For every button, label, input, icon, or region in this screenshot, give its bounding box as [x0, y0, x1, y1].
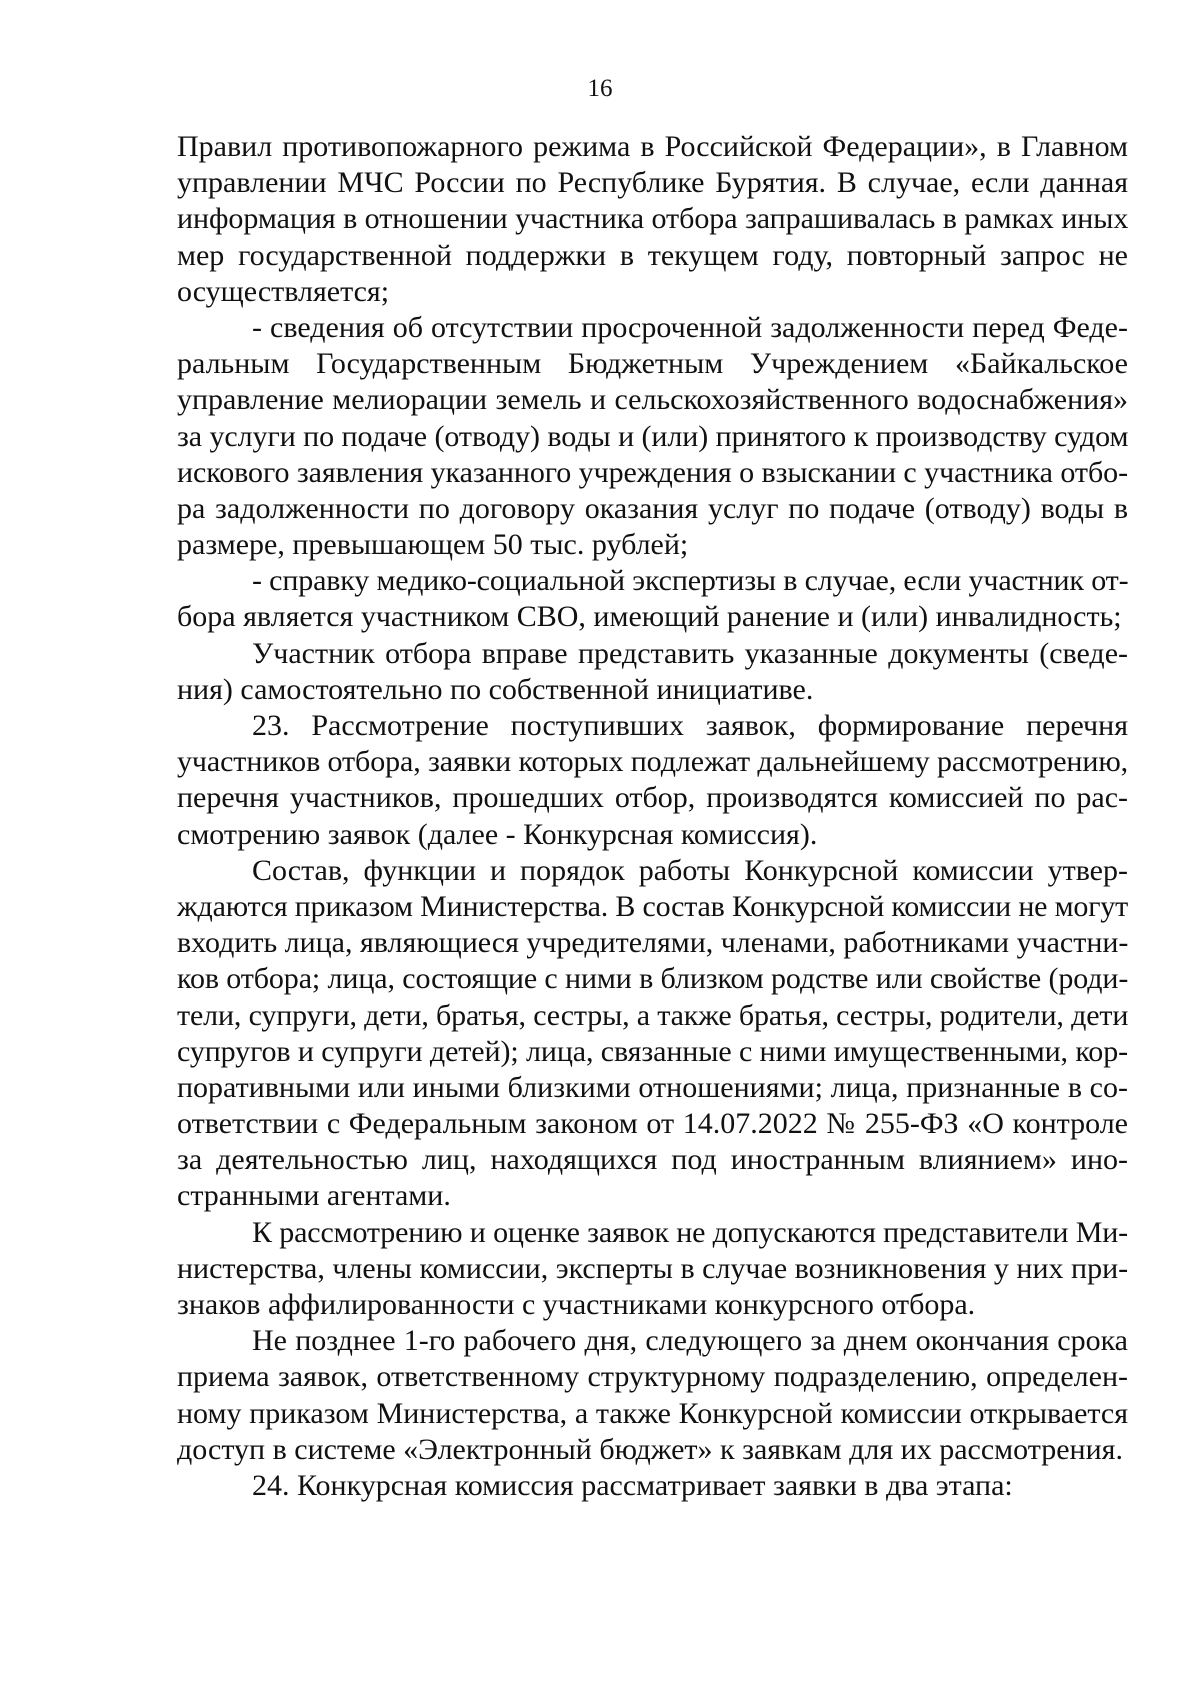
text-line: ному приказом Министерства, а также Конкурсной комиссии открывается: [177, 1396, 1128, 1430]
text-line: мер государственной поддержки в текущем году, повторный запрос не: [177, 238, 1128, 272]
text-line: ков отбора; лица, состоящие с ними в близком родстве или свойстве (роди-: [177, 962, 1129, 996]
text-line: супругов и супруги детей); лица, связанные с ними имущественными, кор-: [177, 1034, 1128, 1068]
text-line: размере, превышающем 50 тыс. рублей;: [177, 528, 689, 562]
text-line: поративными или иными близкими отношениями; лица, признанные в со-: [177, 1070, 1128, 1104]
text-line: ральным Государственным Бюджетным Учреждением «Байкальское: [177, 347, 1128, 381]
text-line: искового заявления указанного учреждения о взыскании с участника отбо-: [177, 455, 1128, 489]
text-line: бора является участником СВО, имеющий ранение и (или) инвалидность;: [177, 600, 1122, 634]
text-line: - справку медико-социальной экспертизы в случае, если участник от-: [252, 564, 1129, 598]
paragraph: [177, 1468, 1128, 1504]
text-line: ра задолженности по договору оказания услуг по подаче (отводу) воды в: [177, 491, 1128, 525]
paragraph: [177, 563, 1128, 635]
text-line: за услуги по подаче (отводу) воды и (или) принятого к производству судом: [177, 419, 1129, 453]
text-line: 23. Рассмотрение поступивших заявок, формирование перечня: [252, 709, 1128, 742]
text-line: Не позднее 1-го рабочего дня, следующего за днем окончания срока: [252, 1324, 1128, 1358]
text-line: тели, супруги, дети, братья, сестры, а также братья, сестры, родители, дети: [177, 998, 1129, 1032]
text-line: входить лица, являющиеся учредителями, членами, работниками участни-: [177, 926, 1129, 960]
text-line: приема заявок, ответственному структурному подразделению, определен-: [177, 1360, 1128, 1394]
text-line: информация в отношении участника отбора запрашивалась в рамках иных: [177, 202, 1129, 236]
text-line: управление мелиорации земель и сельскохозяйственного водоснабжения»: [177, 383, 1128, 417]
text-line: 24. Конкурсная комиссия рассматривает заявки в два этапа:: [252, 1468, 1013, 1502]
text-line: Правил противопожарного режима в Российской Федерации», в Главном: [177, 130, 1128, 163]
paragraph: [177, 708, 1128, 853]
paragraph: [177, 310, 1128, 563]
text-line: странными агентами.: [177, 1179, 451, 1213]
paragraph: [177, 636, 1128, 708]
text-line: перечня участников, прошедших отбор, производятся комиссией по рас-: [177, 781, 1128, 815]
text-line: ния) самостоятельно по собственной инициативе.: [177, 672, 814, 706]
paragraph: [177, 1215, 1128, 1324]
text-line: знаков аффилированности с участниками конкурсного отбора.: [177, 1288, 976, 1321]
text-line: - сведения об отсутствии просроченной задолженности перед Феде-: [252, 310, 1128, 344]
text-line: за деятельностью лиц, находящихся под иностранным влиянием» ино-: [177, 1143, 1128, 1177]
paragraph: [177, 853, 1128, 1215]
text-line: доступ в системе «Электронный бюджет» к заявкам для их рассмотрения.: [177, 1432, 1123, 1466]
text-line: К рассмотрению и оценке заявок не допускаются представители Ми-: [252, 1215, 1128, 1249]
text-line: ответствии с Федеральным законом от 14.07.2022 № 255-ФЗ «О контроле: [177, 1107, 1128, 1141]
page-number: 16: [587, 75, 613, 102]
text-line: нистерства, члены комиссии, эксперты в случае возникновения у них при-: [177, 1251, 1129, 1285]
paragraph: [177, 1323, 1128, 1468]
document-body: [177, 129, 1128, 1504]
text-line: осуществляется;: [177, 274, 390, 308]
paragraph: [177, 129, 1128, 310]
text-line: участников отбора, заявки которых подлежат дальнейшему рассмотрению,: [177, 745, 1129, 779]
text-line: Состав, функции и порядок работы Конкурсной комиссии утвер-: [252, 853, 1128, 887]
text-line: управлении МЧС России по Республике Бурятия. В случае, если данная: [177, 166, 1128, 200]
text-line: смотрению заявок (далее - Конкурсная комиссия).: [177, 817, 818, 851]
text-line: Участник отбора вправе представить указанные документы (сведе-: [252, 636, 1128, 670]
text-line: ждаются приказом Министерства. В состав Конкурсной комиссии не могут: [177, 889, 1128, 923]
